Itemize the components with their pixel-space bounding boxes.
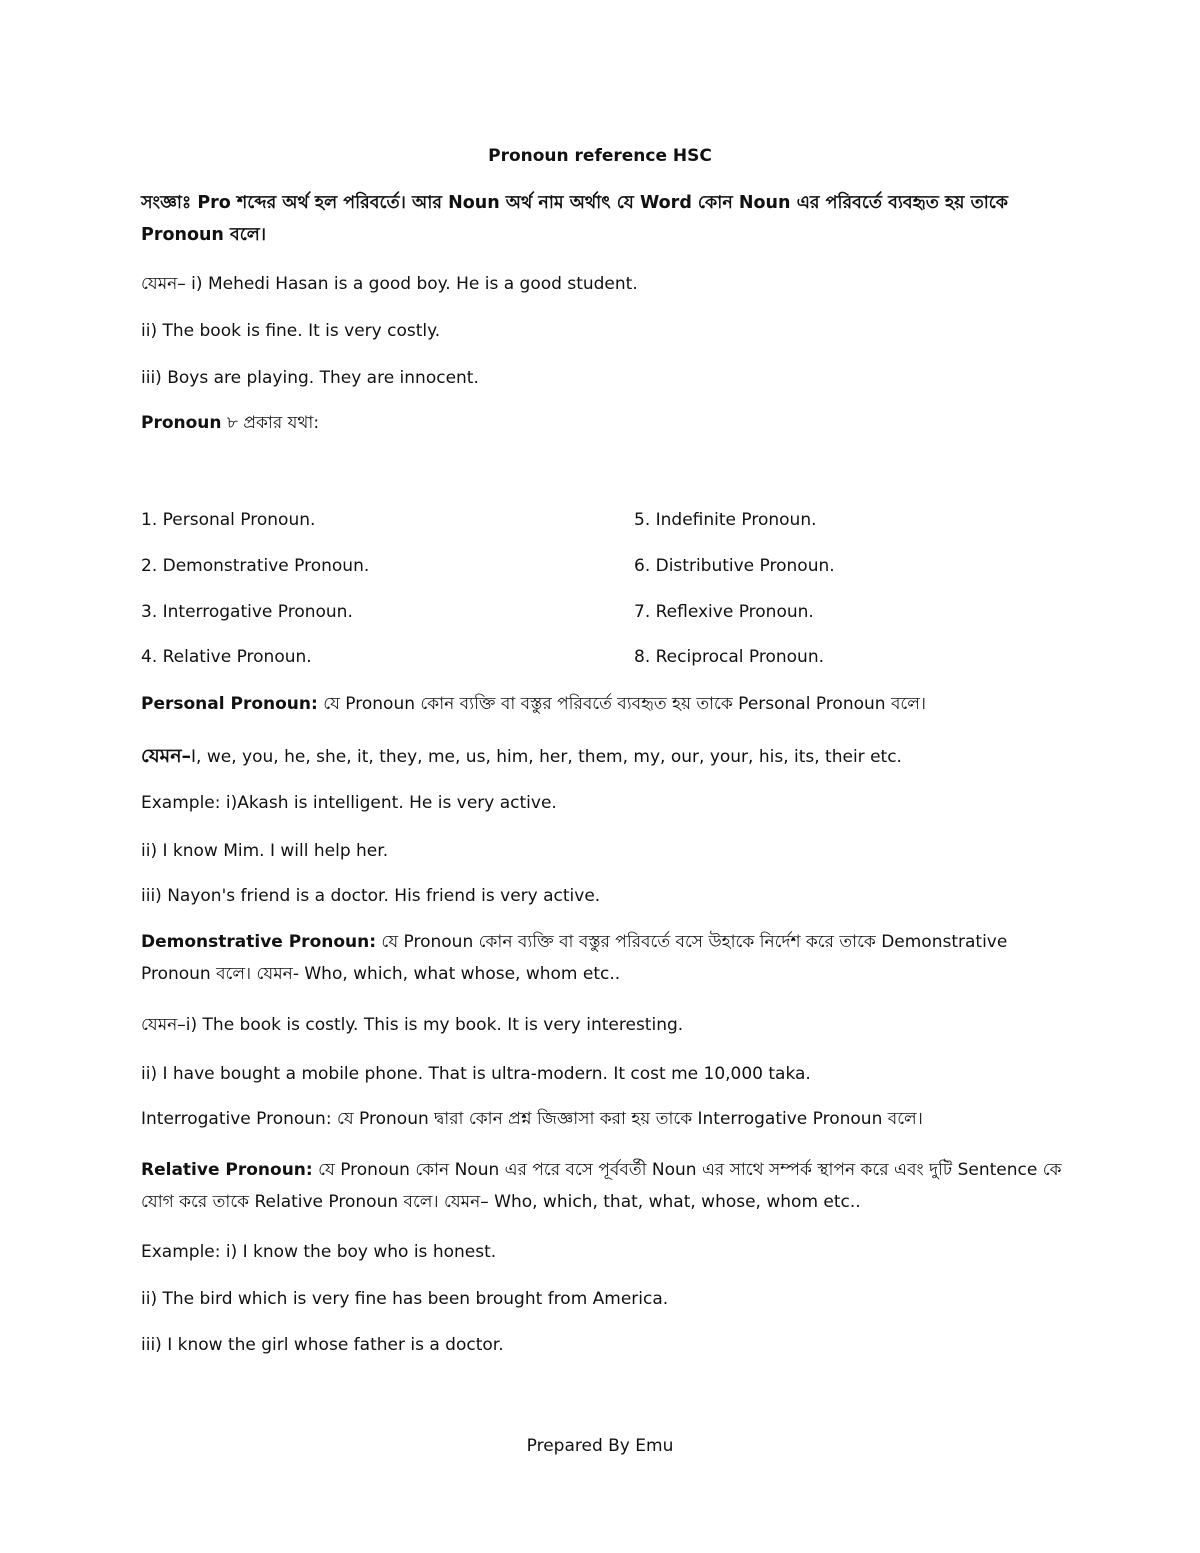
example-line: iii) Boys are playing. They are innocent. [141, 368, 479, 388]
type-item: 7. Reflexive Pronoun. [634, 602, 814, 622]
example-line: Example: i) I know the boy who is honest. [141, 1242, 497, 1262]
types-heading-bold: Pronoun [141, 413, 222, 433]
example-line: ii) The bird which is very fine has been brought from America. [141, 1289, 669, 1309]
example-line: ii) I have bought a mobile phone. That is ultra-modern. It cost me 10,000 taka. [141, 1064, 811, 1084]
page-footer: Prepared By Emu [526, 1436, 674, 1456]
personal-list [141, 744, 902, 769]
personal-text: যে Pronoun কোন ব্যক্তি বা বস্তুর পরিবর্তে ব্যবহৃত হয় তাকে Personal Pronoun বলে। [317, 694, 926, 714]
example-line: ii) I know Mim. I will help her. [141, 841, 389, 861]
relative-label: Relative Pronoun: [141, 1160, 313, 1180]
example-line: ii) The book is fine. It is very costly. [141, 321, 441, 341]
personal-label: Personal Pronoun: [141, 694, 318, 714]
demonstrative-label: Demonstrative Pronoun: [141, 932, 377, 952]
example-line: iii) I know the girl whose father is a doctor. [141, 1335, 504, 1355]
relative-definition [141, 1154, 1066, 1218]
type-item: 3. Interrogative Pronoun. [141, 602, 353, 622]
type-item: 4. Relative Pronoun. [141, 647, 312, 667]
relative-text: যে Pronoun কোন Noun এর পরে বসে পূর্ববর্তী Noun এর সাথে সম্পর্ক স্থাপন করে এবং দুটি Sentence কে যোগ করে তাকে Relative Pronoun বলে। যেমন– Who, which, that, what, whose, whom etc.. [141, 1160, 1062, 1212]
type-item: 5. Indefinite Pronoun. [634, 510, 817, 530]
types-heading [141, 411, 319, 435]
example-line: Example: i)Akash is intelligent. He is very active. [141, 793, 557, 813]
personal-list-label: যেমন– [141, 745, 192, 767]
type-item: 1. Personal Pronoun. [141, 510, 316, 530]
type-item: 2. Demonstrative Pronoun. [141, 556, 370, 576]
personal-definition [141, 692, 926, 716]
types-heading-rest: ৮ প্রকার যথা: [221, 413, 320, 433]
type-item: 8. Reciprocal Pronoun. [634, 647, 824, 667]
definition-paragraph: সংজ্ঞাঃ Pro শব্দের অর্থ হল পরিবর্তে। আর Noun অর্থ নাম অর্থাৎ যে Word কোন Noun এর পরিবর্তে ব্যবহৃত হয় তাকে Pronoun বলে। [141, 193, 1009, 245]
demonstrative-definition [141, 926, 1066, 990]
example-line: যেমন–i) The book is costly. This is my book. It is very interesting. [141, 1015, 684, 1035]
personal-list-text: I, we, you, he, she, it, they, me, us, him, her, them, my, our, your, his, its, their etc. [191, 747, 902, 767]
example-line: যেমন– i) Mehedi Hasan is a good boy. He is a good student. [141, 274, 638, 294]
type-item: 6. Distributive Pronoun. [634, 556, 835, 576]
demonstrative-text: যে Pronoun কোন ব্যক্তি বা বস্তুর পরিবর্তে বসে উহাকে নির্দেশ করে তাকে Demonstrative Pronoun বলে। যেমন- Who, which, what whose, whom etc.. [141, 932, 1008, 984]
interrogative-definition: Interrogative Pronoun: যে Pronoun দ্বারা কোন প্রশ্ন জিজ্ঞাসা করা হয় তাকে Interrogative Pronoun বলে। [141, 1109, 923, 1129]
example-line: iii) Nayon's friend is a doctor. His friend is very active. [141, 886, 601, 906]
page-title: Pronoun reference HSC [488, 146, 712, 166]
